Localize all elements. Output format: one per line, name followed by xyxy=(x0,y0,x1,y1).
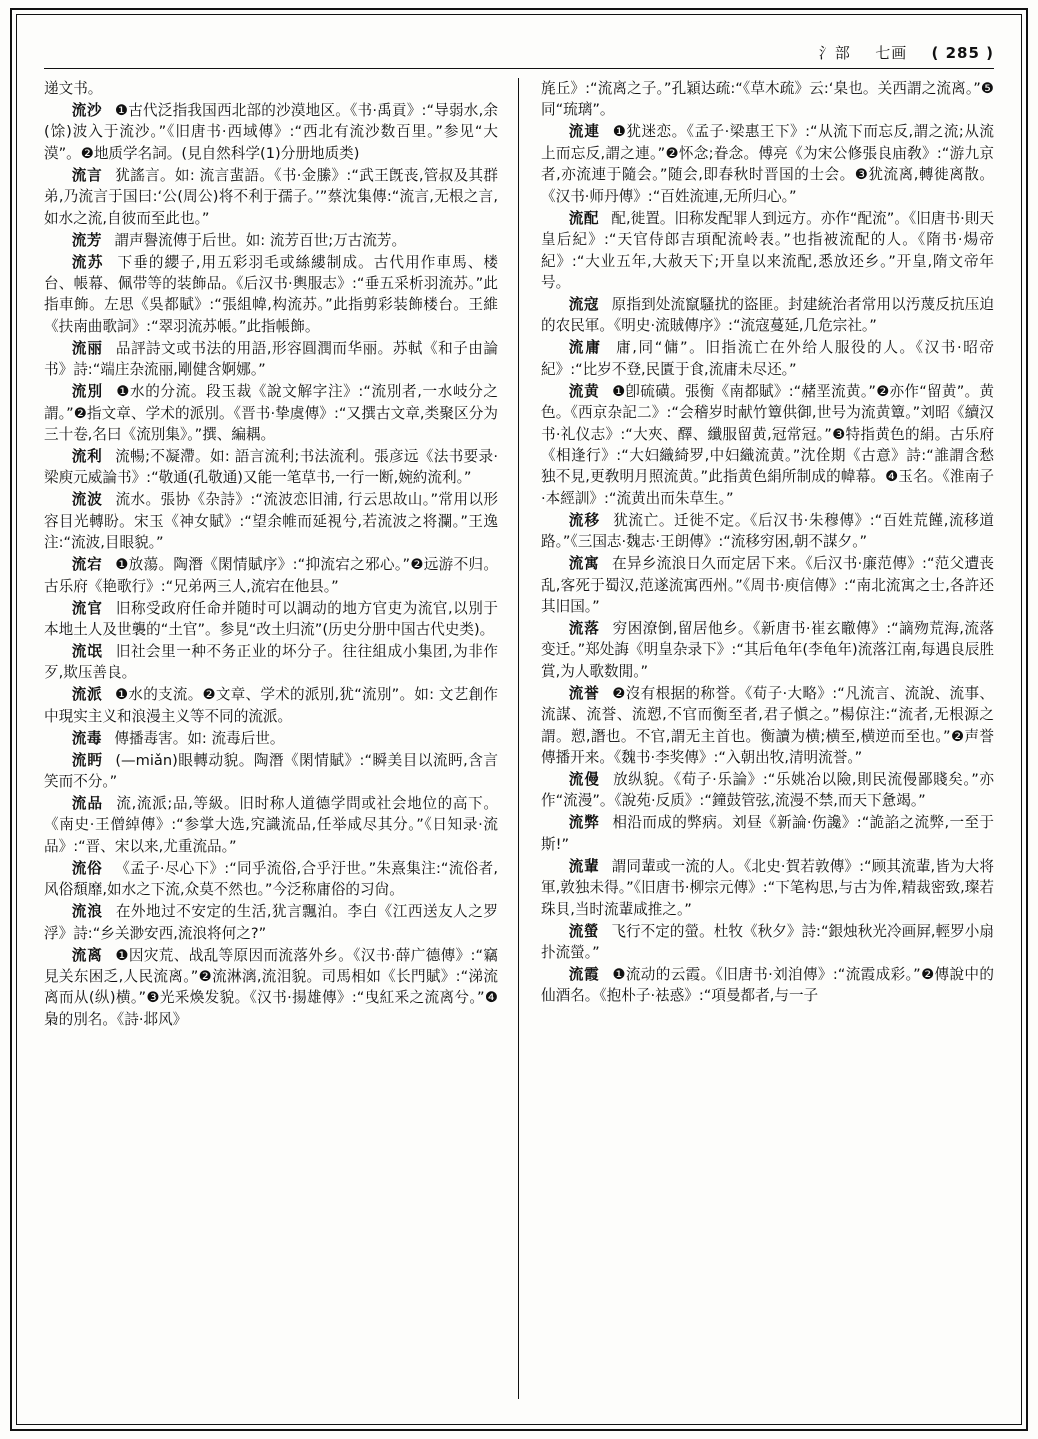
entry-body: 犹流亡。迁徙不定。《后汉书·朱穆傳》:“百姓荒饉,流移道路。”《三国志·魏志·王朗傳》:“流移穷困,朝不謀夕。” xyxy=(541,511,994,551)
entry xyxy=(44,165,498,229)
entry-body: 穷困潦倒,留居他乡。《新唐书·崔玄瞮傳》:“謫歾荒海,流落变迁。”郑处誨《明皇杂录下》:“其后龟年(李龟年)流落江南,每遇良辰胜賞,为人歌数閒。” xyxy=(541,619,994,680)
entry xyxy=(44,750,498,793)
entry xyxy=(541,769,994,812)
entry-headword: 流苏 xyxy=(71,253,105,271)
entry-headword: 流弊 xyxy=(568,814,600,832)
left-carryover-text: 递文书。 xyxy=(44,80,103,97)
entry xyxy=(44,684,498,727)
entry xyxy=(44,901,498,944)
entry xyxy=(44,230,498,251)
entry xyxy=(541,921,994,964)
entry-body: ❶犹迷恋。《孟子·梁惠王下》:“从流下而忘反,謂之流;从流上而忘反,謂之連。”❷怀念;眷念。傅亮《为宋公修張良庙敎》:“游九京者,亦流連于隨会。”随会,即春秋时晋国的士会。❸犹流离,轉徙离散。《汉书·师丹傳》:“百姓流連,无所归心。” xyxy=(541,123,994,205)
entry-body: 在异乡流浪日久而定居下来。《后汉书·廉范傳》:“范父遭丧乱,客死于蜀汉,范遂流寓西州。”《周书·庾信傳》:“南北流寓之士,各許还其旧国。” xyxy=(541,555,994,615)
entry-body: 庸,同“傭”。旧指流亡在外给人服役的人。《汉书·昭帝紀》:“比岁不登,民匱于食,流庸未尽还。” xyxy=(541,339,994,378)
entry-body: 相沿而成的弊病。刘昼《新論·伤讒》:“詭諂之流弊,一至于斯!” xyxy=(541,814,994,853)
entry xyxy=(44,858,498,901)
entry xyxy=(541,337,994,380)
entry-headword: 流誉 xyxy=(568,684,600,702)
entry-body: 流暢;不凝滯。如: 語言流利;书法流利。張彦远《法书要录·梁庾元威論书》:“敬通(孔敬通)又能一笔草书,一行一断,婉約流利。” xyxy=(44,447,498,487)
entry-body: 犹謠言。如: 流言蜚語。《书·金縢》:“武王旣丧,管叔及其群弟,乃流言于国曰:‘公(周公)将不利于孺子。’”蔡沈集傳:“流言,无根之言,如水之流,自彼而至此也。” xyxy=(44,166,498,227)
entry-body: 《孟子·尽心下》:“同乎流俗,合乎汙世。”朱熹集注:“流俗者,风俗頹靡,如水之下流,众莫不然也。”今泛称庸俗的习尙。 xyxy=(44,859,498,899)
entry-body: 謂声譽流傳于后世。如: 流芳百世;万古流芳。 xyxy=(114,231,407,249)
entry-headword: 流言 xyxy=(71,166,103,184)
entry-headword: 流別 xyxy=(71,383,104,401)
entry-headword: 流螢 xyxy=(568,922,599,940)
entry-body: 原指到处流竄騷扰的盜匪。封建統治者常用以汚蔑反抗压迫的农民軍。《明史·流賊傳序》:“流寇蔓延,几危宗社。” xyxy=(541,295,994,335)
entry-body: (—miǎn)眼轉动貌。陶潛《閑情賦》:“瞬美目以流眄,含言笑而不分。” xyxy=(44,751,498,790)
entry-headword: 流派 xyxy=(71,686,103,704)
entry-headword: 流眄 xyxy=(71,751,103,769)
entry-headword: 流僈 xyxy=(568,771,601,788)
entry-headword: 流丽 xyxy=(71,339,103,357)
entry-headword: 流沙 xyxy=(71,101,103,119)
entry-body: 放纵貌。《荀子·乐論》:“乐姚冶以險,則民流僈鄙賤矣。”亦作“流漫”。《說苑·反质》:“鐘鼓管弦,流漫不禁,而天下惫竭。” xyxy=(541,771,994,810)
entry-headword: 流宕 xyxy=(71,556,103,574)
entry xyxy=(44,446,498,489)
entry xyxy=(541,856,994,920)
entry-headword: 流寇 xyxy=(568,295,600,313)
entry-body: 旧称受政府任命并随时可以調动的地方官吏为流官,以別于本地土人及世襲的“土官”。参見“改土归流”(历史分册中国古代史类)。 xyxy=(44,599,498,638)
right-column xyxy=(519,78,994,1399)
entry xyxy=(541,812,994,855)
entry xyxy=(541,553,994,617)
page-header xyxy=(819,42,994,63)
entry xyxy=(44,381,498,445)
entry-headword: 流离 xyxy=(71,946,103,964)
entry xyxy=(541,381,994,510)
entry xyxy=(44,489,498,553)
entry-headword: 流庸 xyxy=(568,339,603,357)
entry-body: 配,徙置。旧称发配罪人到远方。亦作“配流”。《旧唐书·則天皇后紀》:“天官侍郎吉頊配流岭表。”也指被流配的人。《隋书·煬帝紀》:“大业五年,大赦天下;开皇以来流配,悉放还乡。”开皇,隋文帝年号。 xyxy=(541,209,994,291)
entry-headword: 流寓 xyxy=(568,555,600,573)
entry-body: ❶放蕩。陶潛《閑情賦序》:“抑流宕之邪心。”❷远游不归。古乐府《艳歌行》:“兄弟两三人,流宕在他县。” xyxy=(44,556,498,595)
entry xyxy=(541,208,994,294)
entry xyxy=(44,598,498,641)
entry xyxy=(44,252,498,338)
entry-headword: 流氓 xyxy=(71,642,103,660)
entry-body: ❶因灾荒、战乱等原因而流落外乡。《汉书·薛广德傳》:“竊見关东困乏,人民流离。”❷流淋漓,流泪貌。司馬相如《长門賦》:“涕流离而从(纵)横。”❸光釆煥发貌。《汉书·揚雄傳》:“曳紅釆之流离兮。”❹梟的別名。《詩·邶风》 xyxy=(44,946,498,1028)
entry-body: ❶卽硫磺。張衡《南都賦》:“赭垩流黄。”❷亦作“留黄”。黄色。《西京杂記二》:“会稽岁时献竹簟供御,世号为流黄簟。”刘昭《續汉书·礼仪志》:“大夾、醳、纖服留黄,冠常冠。”❸特指黄色的絹。古乐府《相逢行》:“大妇織綺罗,中妇織流黄。”沈佺期《古意》詩:“誰謂含愁独不見,更敎明月照流黄。”此指黄色絹所制成的幃幕。❹玉名。《淮南子·本經訓》:“流黄出而朱草生。” xyxy=(541,382,994,507)
entry-headword: 流波 xyxy=(71,491,103,509)
entry-headword: 流芳 xyxy=(71,231,102,249)
entry xyxy=(541,683,994,769)
left-column xyxy=(44,78,519,1399)
entry xyxy=(44,793,498,857)
entry-headword: 流配 xyxy=(568,209,599,227)
entry xyxy=(541,121,994,207)
entry xyxy=(44,945,498,1031)
entry-headword: 流浪 xyxy=(71,903,103,921)
entry xyxy=(44,728,498,749)
header-rule xyxy=(44,68,994,69)
body-columns xyxy=(44,78,994,1399)
header-strokes: 七画 xyxy=(875,44,908,62)
entry xyxy=(541,964,994,1007)
entry xyxy=(541,294,994,337)
entry-headword: 流連 xyxy=(568,123,600,141)
entry-headword: 流落 xyxy=(568,619,600,637)
entry-body: 謂同輩或一流的人。《北史·賀若敦傳》:“顾其流輩,皆为大将軍,敦独未得。”《旧唐书·柳宗元傳》:“下笔构思,与古为侔,精裁密致,璨若珠貝,当时流輩咸推之。” xyxy=(541,857,994,918)
entry xyxy=(44,338,498,381)
entry-body: ❶水的分流。段玉裁《說文解字注》:“流別者,一水岐分之謂。”❷指文章、学术的派別。《晋书·挚虞傳》:“又撰古文章,类聚区分为三十卷,名曰《流別集》。”撰、編耦。 xyxy=(44,383,498,443)
entry-headword: 流俗 xyxy=(71,859,103,877)
entry-body: ❶古代泛指我国西北部的沙漠地区。《书·禹貢》:“导弱水,余(馀)波入于流沙。”《旧唐书·西域傳》:“西北有流沙数百里。”参见“大漠”。❷地质学名詞。(見自然科学(1)分册地质类) xyxy=(44,101,498,162)
entry xyxy=(541,510,994,553)
entry-body: 流,流派;品,等級。旧时称人道德学問或社会地位的高下。《南史·王僧綽傳》:“参掌大选,究識流品,任举咸尽其分。”《日知录·流品》:“晋、宋以来,尤重流品。” xyxy=(44,794,498,855)
entry-body: 下垂的纓子,用五彩羽毛或絲縷制成。古代用作車馬、楼台、帳幕、佩带等的装飾品。《后汉书·輿服志》:“垂五采析羽流苏。”此指車飾。左思《吳都賦》:“張組幃,构流苏。”此指剪彩装飾楼台。王維《扶南曲歌詞》:“翠羽流苏帳。”此指帳飾。 xyxy=(44,253,498,335)
entry-headword: 流輩 xyxy=(568,857,600,875)
entry xyxy=(44,100,498,164)
header-radical: 氵部 xyxy=(818,44,851,62)
entry-headword: 流官 xyxy=(71,599,103,617)
entry-headword: 流毒 xyxy=(71,729,102,747)
entry-body: 流水。張协《杂詩》:“流波恋旧浦, 行云思故山。”常用以形容目光轉盼。宋玉《神女賦》:“望余帷而延視兮,若流波之将瀾。”王逸注:“流波,目眼貌。” xyxy=(44,491,498,552)
entry-body: 品評詩文或书法的用語,形容圓潤而华丽。苏軾《和子由論书》詩:“端庄杂流丽,剛健含婀娜。” xyxy=(44,339,498,379)
page-number: ( 285 ) xyxy=(931,44,994,62)
entry-body: ❶流动的云霞。《旧唐书·刘洎傳》:“流霞成彩。”❷傳說中的仙酒名。《抱朴子·袪惑》:“項曼都者,与一子 xyxy=(541,965,994,1005)
entry-body: 飞行不定的螢。杜牧《秋夕》詩:“銀烛秋光冷画屛,輕罗小扇扑流螢。” xyxy=(541,922,994,961)
entry-body: 旧社会里一种不务正业的坏分子。往往組成小集团,为非作歹,欺压善良。 xyxy=(44,642,498,682)
entry-body: ❷沒有根据的称誉。《荀子·大略》:“凡流言、流說、流事、流謀、流誉、流愬,不官而衡至者,君子愼之。”楊倞注:“流者,无根源之謂。愬,譖也。不官,謂无主首也。衡讀为横;横至,横逆而至也。”❷声誉傳播开来。《魏书·李奖傳》:“入朝出牧,清明流誉。” xyxy=(541,684,994,767)
entry-headword: 流霞 xyxy=(568,965,600,983)
entry-body: ❶水的支流。❷文章、学术的派別,犹“流別”。如: 文艺創作中現实主义和浪漫主义等不同的流派。 xyxy=(44,686,498,725)
entry xyxy=(44,554,498,597)
right-carryover-text: 旄丘》:“流离之子。”孔穎达疏:“《草木疏》云:‘臬也。关西謂之流离。”❺同“琉璃”。 xyxy=(541,80,994,119)
entry-body: 在外地过不安定的生活,犹言飄泊。李白《江西送友人之罗浮》詩:“乡关渺安西,流浪将何之?” xyxy=(44,903,498,942)
entry xyxy=(541,618,994,682)
entry-body: 傳播毒害。如: 流毒后世。 xyxy=(114,729,285,747)
entry-headword: 流利 xyxy=(71,447,103,465)
entry-headword: 流黄 xyxy=(568,382,600,400)
entry xyxy=(44,641,498,684)
entry-headword: 流品 xyxy=(71,794,104,812)
entry-headword: 流移 xyxy=(568,511,601,529)
